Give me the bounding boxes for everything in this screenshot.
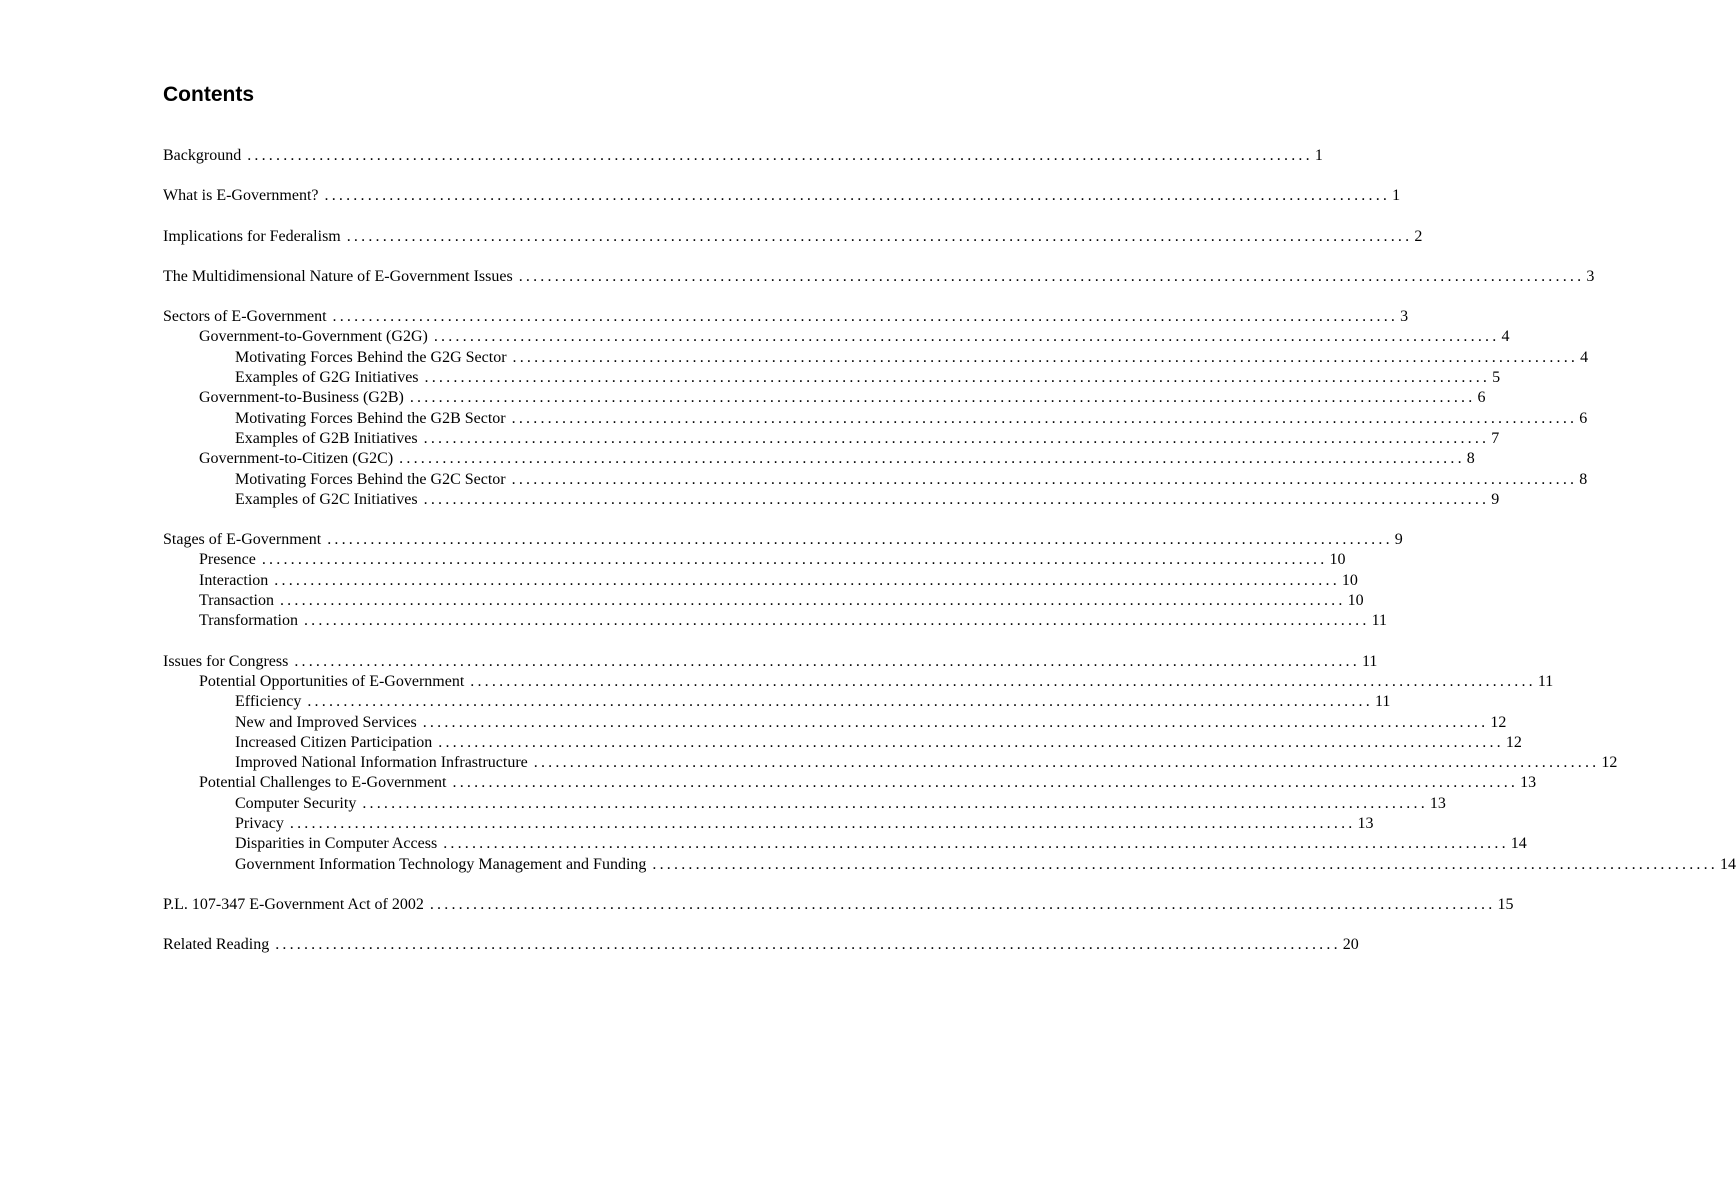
toc-entry[interactable] <box>163 146 1323 166</box>
toc-entry-page: 13 <box>1357 815 1374 833</box>
toc-entry-page: 1 <box>1392 187 1401 205</box>
toc-entry-page: 14 <box>1510 835 1527 853</box>
toc-entry-page: 12 <box>1505 733 1522 751</box>
toc-leader-dots: .................................................................................................................................................... <box>362 794 1428 812</box>
toc-entry-label: The Multidimensional Nature of E-Government Issues <box>163 267 513 285</box>
toc-entry-label: Government-to-Government (G2G) <box>199 328 428 346</box>
toc-entry-label: Transaction <box>199 592 274 610</box>
toc-entry-page: 11 <box>1361 652 1378 670</box>
toc-entry-page: 13 <box>1429 794 1446 812</box>
toc-entry[interactable] <box>163 794 1446 814</box>
toc-entry-label: Related Reading <box>163 936 270 954</box>
table-of-contents <box>163 146 1736 976</box>
toc-entry[interactable] <box>163 895 1514 915</box>
toc-leader-dots: .................................................................................................................................................... <box>424 369 1491 387</box>
toc-entry[interactable] <box>163 550 1346 570</box>
toc-entry[interactable] <box>163 834 1527 854</box>
toc-entry-page: 9 <box>1491 490 1500 508</box>
toc-entry-label: Examples of G2G Initiatives <box>235 369 419 387</box>
toc-entry-label: P.L. 107-347 E-Government Act of 2002 <box>163 895 424 913</box>
toc-entry[interactable] <box>163 388 1486 408</box>
toc-group <box>163 652 1736 875</box>
toc-entry-label: Sectors of E-Government <box>163 308 327 326</box>
toc-entry-page: 3 <box>1400 308 1409 326</box>
toc-entry-page: 8 <box>1466 450 1475 468</box>
toc-entry-label: Interaction <box>199 571 269 589</box>
toc-entry[interactable] <box>163 733 1522 753</box>
toc-entry-page: 11 <box>1374 693 1391 711</box>
toc-leader-dots: .................................................................................................................................................... <box>452 774 1519 792</box>
toc-entry-label: Background <box>163 147 242 164</box>
toc-entry[interactable] <box>163 348 1589 368</box>
toc-entry-label: Government Information Technology Management and Funding <box>235 855 647 873</box>
toc-entry-label: Potential Opportunities of E-Government <box>199 672 465 690</box>
toc-entry-page: 7 <box>1491 429 1500 447</box>
toc-entry[interactable] <box>163 753 1618 773</box>
toc-entry-label: What is E-Government? <box>163 187 319 205</box>
toc-entry-label: Issues for Congress <box>163 652 289 670</box>
toc-entry-label: Stages of E-Government <box>163 531 322 549</box>
toc-entry[interactable] <box>163 814 1374 834</box>
toc-entry-page: 9 <box>1394 531 1403 549</box>
toc-leader-dots: .................................................................................................................................................... <box>470 672 1536 690</box>
toc-entry[interactable] <box>163 327 1510 347</box>
toc-leader-dots: .................................................................................................................................................... <box>511 470 1578 488</box>
toc-entry-page: 14 <box>1720 855 1736 873</box>
toc-leader-dots: .................................................................................................................................................... <box>423 429 1490 447</box>
toc-entry[interactable] <box>163 530 1403 550</box>
toc-entry-label: Increased Citizen Participation <box>235 733 433 751</box>
toc-leader-dots: .................................................................................................................................................... <box>346 227 1413 245</box>
toc-entry-label: Motivating Forces Behind the G2G Sector <box>235 348 507 366</box>
toc-entry-page: 4 <box>1501 328 1510 346</box>
toc-leader-dots: .................................................................................................................................................... <box>518 267 1585 285</box>
toc-entry-label: Government-to-Business (G2B) <box>199 389 404 407</box>
toc-leader-dots: .................................................................................................................................................... <box>294 652 1360 670</box>
toc-entry-page: 13 <box>1520 774 1537 792</box>
toc-entry-label: Motivating Forces Behind the G2B Sector <box>235 409 506 427</box>
toc-entry-page: 12 <box>1601 754 1618 772</box>
toc-leader-dots: .................................................................................................................................................... <box>307 693 1373 711</box>
toc-group <box>163 895 1514 915</box>
toc-group <box>163 935 1359 955</box>
toc-entry-page: 15 <box>1497 895 1514 913</box>
toc-leader-dots: .................................................................................................................................................... <box>247 147 1313 164</box>
toc-entry-label: Privacy <box>235 815 284 833</box>
toc-entry[interactable] <box>163 855 1736 875</box>
toc-leader-dots: .................................................................................................................................................... <box>275 936 1341 954</box>
toc-leader-dots: .................................................................................................................................................... <box>443 835 1509 853</box>
toc-leader-dots: .................................................................................................................................................... <box>438 733 1504 751</box>
toc-entry[interactable] <box>163 470 1588 490</box>
toc-leader-dots: .................................................................................................................................................... <box>533 754 1600 772</box>
toc-group <box>163 186 1401 206</box>
toc-leader-dots: .................................................................................................................................................... <box>332 308 1399 326</box>
toc-group <box>163 267 1595 287</box>
toc-entry-label: Examples of G2B Initiatives <box>235 429 418 447</box>
toc-entry[interactable] <box>163 611 1387 631</box>
toc-entry[interactable] <box>163 692 1391 712</box>
toc-entry[interactable] <box>163 227 1423 247</box>
toc-entry-page: 5 <box>1492 369 1501 387</box>
toc-entry[interactable] <box>163 773 1537 793</box>
toc-leader-dots: .................................................................................................................................................... <box>274 571 1340 589</box>
toc-entry[interactable] <box>163 490 1500 510</box>
toc-entry-page: 8 <box>1579 470 1588 488</box>
toc-entry-label: Motivating Forces Behind the G2C Sector <box>235 470 506 488</box>
toc-entry-label: Improved National Information Infrastructure <box>235 754 528 772</box>
toc-entry-label: Presence <box>199 551 256 569</box>
toc-group <box>163 307 1589 510</box>
toc-entry-page: 6 <box>1477 389 1486 407</box>
toc-entry[interactable] <box>163 935 1359 955</box>
toc-entry[interactable] <box>163 571 1358 591</box>
toc-entry[interactable] <box>163 307 1409 327</box>
toc-leader-dots: .................................................................................................................................................... <box>511 409 1578 427</box>
toc-leader-dots: .................................................................................................................................................... <box>423 490 1490 508</box>
toc-leader-dots: .................................................................................................................................................... <box>279 592 1346 610</box>
toc-entry[interactable] <box>163 591 1364 611</box>
toc-leader-dots: .................................................................................................................................................... <box>422 713 1489 731</box>
toc-leader-dots: .................................................................................................................................................... <box>261 551 1328 569</box>
toc-entry-page: 3 <box>1586 267 1595 285</box>
toc-entry-page: 20 <box>1342 936 1359 954</box>
toc-entry-page: 6 <box>1579 409 1588 427</box>
toc-entry-label: Transformation <box>199 612 298 630</box>
toc-leader-dots: .................................................................................................................................................... <box>652 855 1718 873</box>
toc-group <box>163 227 1423 247</box>
toc-entry-page: 11 <box>1537 672 1554 690</box>
toc-entry[interactable] <box>163 652 1378 672</box>
toc-leader-dots: .................................................................................................................................................... <box>512 348 1579 366</box>
toc-entry-page: 2 <box>1414 227 1423 245</box>
toc-entry-label: Examples of G2C Initiatives <box>235 490 418 508</box>
toc-group <box>163 146 1323 166</box>
toc-entry[interactable] <box>163 713 1507 733</box>
toc-entry-label: New and Improved Services <box>235 713 417 731</box>
toc-entry-page: 10 <box>1329 551 1346 569</box>
toc-entry[interactable] <box>163 449 1475 469</box>
toc-entry-label: Potential Challenges to E-Government <box>199 774 447 792</box>
toc-entry-page: 12 <box>1490 713 1507 731</box>
toc-entry-page: 10 <box>1341 571 1358 589</box>
toc-entry-label: Government-to-Citizen (G2C) <box>199 450 394 468</box>
toc-entry[interactable] <box>163 368 1501 388</box>
toc-entry-page: 1 <box>1314 147 1323 164</box>
toc-entry[interactable] <box>163 186 1401 206</box>
toc-group <box>163 530 1403 631</box>
toc-leader-dots: .................................................................................................................................................... <box>303 612 1370 630</box>
toc-leader-dots: .................................................................................................................................................... <box>409 389 1476 407</box>
toc-entry-page: 10 <box>1347 592 1364 610</box>
toc-entry-label: Disparities in Computer Access <box>235 835 438 853</box>
toc-entry-page: 4 <box>1580 348 1589 366</box>
toc-leader-dots: .................................................................................................................................................... <box>429 895 1496 913</box>
toc-entry-page: 11 <box>1371 612 1387 630</box>
toc-leader-dots: .................................................................................................................................................... <box>399 450 1465 468</box>
toc-leader-dots: .................................................................................................................................................... <box>324 187 1391 205</box>
toc-entry-label: Implications for Federalism <box>163 227 341 245</box>
toc-entry[interactable] <box>163 409 1588 429</box>
toc-leader-dots: .................................................................................................................................................... <box>433 328 1500 346</box>
toc-leader-dots: .................................................................................................................................................... <box>327 531 1393 549</box>
toc-entry[interactable] <box>163 267 1595 287</box>
toc-entry-label: Efficiency <box>235 693 302 711</box>
toc-entry[interactable] <box>163 672 1554 692</box>
toc-entry[interactable] <box>163 429 1500 449</box>
toc-entry-label: Computer Security <box>235 794 357 812</box>
toc-leader-dots: .................................................................................................................................................... <box>289 815 1356 833</box>
page-title: Contents <box>163 83 254 106</box>
